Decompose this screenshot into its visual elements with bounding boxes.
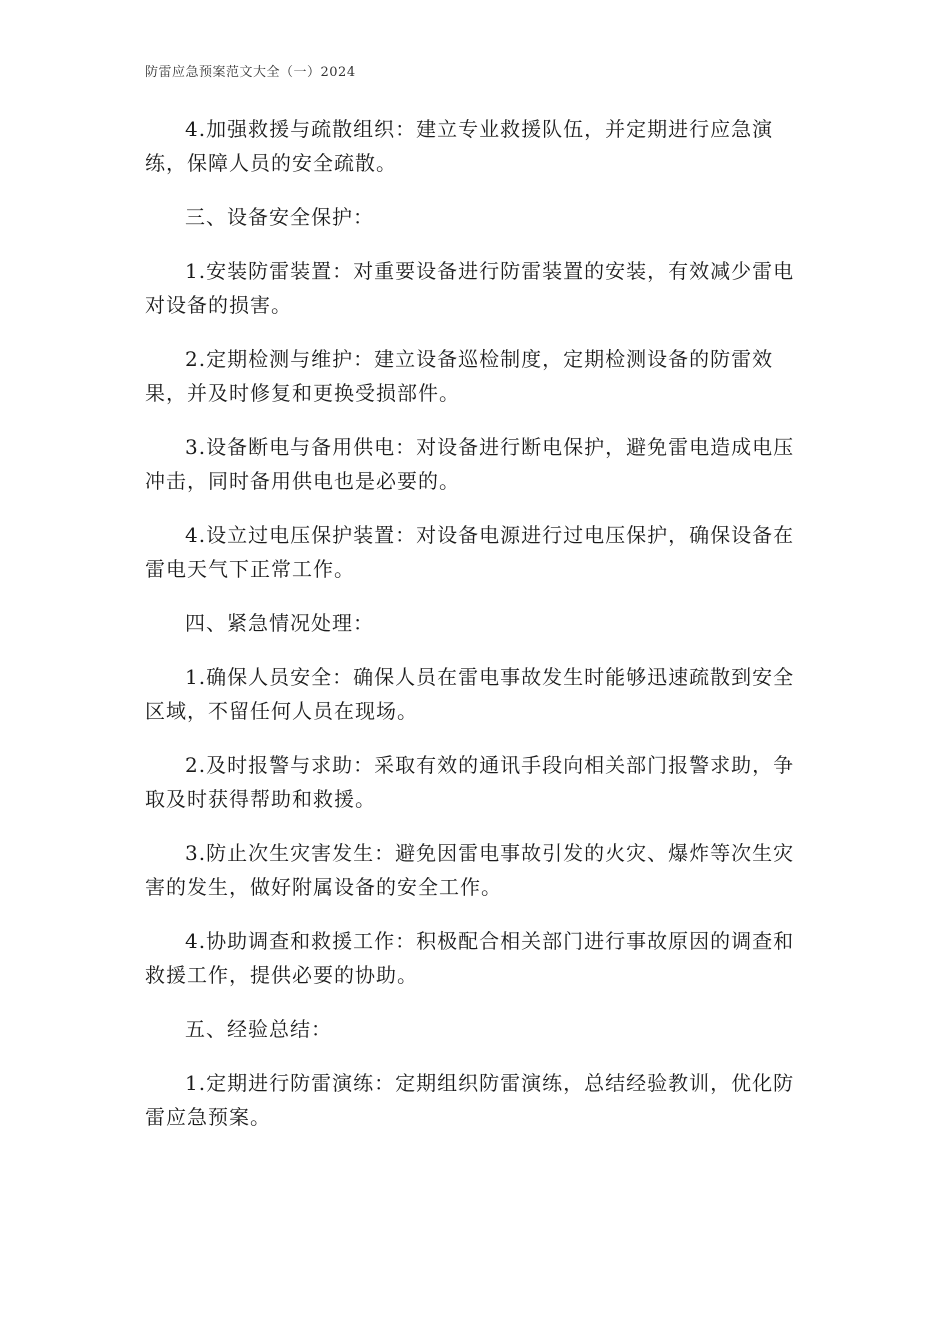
paragraph-personnel-safety: 1.确保人员安全：确保人员在雷电事故发生时能够迅速疏散到安全区域，不留任何人员在现场。 <box>145 665 795 723</box>
paragraph-secondary-disaster: 3.防止次生灾害发生：避免因雷电事故引发的火灾、爆炸等次生灾害的发生，做好附属设备的安全工作。 <box>145 841 795 899</box>
paragraph-power-cutoff-backup: 3.设备断电与备用供电：对设备进行断电保护，避免雷电造成电压冲击，同时备用供电也是必要的。 <box>145 435 795 493</box>
paragraph-lightning-drill: 1.定期进行防雷演练：定期组织防雷演练，总结经验教训，优化防雷应急预案。 <box>145 1071 795 1129</box>
paragraph-rescue-evacuation: 4.加强救援与疏散组织：建立专业救援队伍，并定期进行应急演练，保障人员的安全疏散。 <box>145 117 774 175</box>
paragraph-investigation-assist: 4.协助调查和救援工作：积极配合相关部门进行事故原因的调查和救援工作，提供必要的协助。 <box>145 929 795 987</box>
page-header: 防雷应急预案范文大全（一）2024 <box>145 65 356 80</box>
paragraph-inspection-maintenance: 2.定期检测与维护：建立设备巡检制度，定期检测设备的防雷效果，并及时修复和更换受损部件。 <box>145 347 774 405</box>
paragraph-alarm-help: 2.及时报警与求助：采取有效的通讯手段向相关部门报警求助，争取及时获得帮助和救援。 <box>145 753 795 811</box>
paragraph-install-lightning-device: 1.安装防雷装置：对重要设备进行防雷装置的安装，有效减少雷电对设备的损害。 <box>145 259 795 317</box>
document-body <box>145 112 805 1154</box>
paragraph-overvoltage-protection: 4.设立过电压保护装置：对设备电源进行过电压保护，确保设备在雷电天气下正常工作。 <box>145 523 795 581</box>
section-heading-emergency-handling: 四、紧急情况处理： <box>185 611 374 635</box>
section-heading-experience-summary: 五、经验总结： <box>185 1017 332 1041</box>
section-heading-equipment-protection: 三、设备安全保护： <box>185 205 374 229</box>
